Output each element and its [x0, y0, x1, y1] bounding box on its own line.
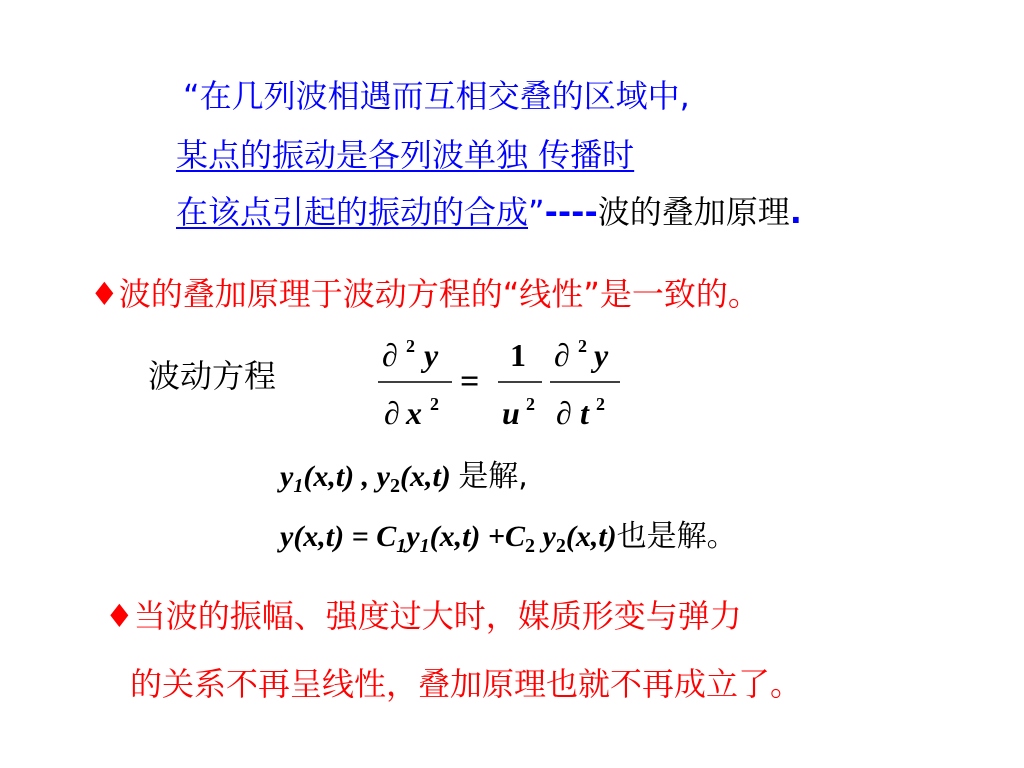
lhs-den-partial: ∂ [384, 395, 400, 431]
mid-den-u: u [502, 395, 520, 431]
sol1-args2: (x,t) [399, 460, 459, 493]
lhs-num-partial: ∂ [382, 337, 398, 373]
bullet-2-line-2-text: 的关系不再呈线性，叠加原理也就不再成立了。 [130, 665, 803, 703]
lhs-den-x: x [406, 395, 422, 431]
rhs-den-partial: ∂ [556, 395, 572, 431]
quote-close-mark: ” [528, 193, 545, 231]
sol2-lhs: y(x,t) = C [280, 520, 397, 553]
solutions-line-2 [280, 519, 737, 557]
sol1-args1: (x,t) , [303, 460, 377, 493]
sol2-mid: (x,t) +C [429, 520, 525, 553]
final-period: . [789, 193, 802, 231]
solutions-line-1 [280, 459, 528, 497]
sol2-sp: y [535, 520, 556, 553]
sol1-sub1: 1 [293, 475, 304, 497]
bullet-2-line-1 [105, 597, 742, 635]
sol2-sub1: 1 [396, 535, 407, 557]
bullet-2-line-2 [130, 665, 803, 703]
bullet-1 [90, 275, 760, 313]
sol2-sub1b: 1 [419, 535, 430, 557]
quote-line-3-underlined: 在该点引起的振动的合成 [176, 193, 529, 231]
mid-den-exp: 2 [526, 394, 535, 414]
sol1-y2: y [376, 460, 390, 493]
sol2-y: y [406, 520, 420, 553]
diamond-bullet-icon: ♦ [90, 275, 119, 313]
diamond-bullet-icon: ♦ [105, 597, 134, 635]
sol2-sub2b: 2 [555, 535, 566, 557]
lhs-den-exp: 2 [430, 394, 439, 414]
lhs-num-y: y [424, 337, 439, 373]
quote-line-2-text: 某点的振动是各列波单独 传播时 [176, 136, 635, 174]
sol1-y1: y [280, 460, 294, 493]
principle-name: 波的叠加原理 [597, 193, 790, 231]
equals-sign: = [460, 363, 480, 400]
equation-label-text: 波动方程 [148, 357, 277, 395]
rhs-num-exp: 2 [578, 336, 587, 356]
lhs-num-exp: 2 [406, 336, 415, 356]
quote-line-2 [176, 136, 635, 174]
sol2-sub2: 2 [525, 535, 535, 557]
rhs-num-partial: ∂ [554, 337, 570, 373]
bullet-2-line-1-text: 当波的振幅、强度过大时，媒质形变与弹力 [133, 597, 742, 635]
mid-num-one: 1 [510, 337, 526, 373]
dashes: ---- [544, 193, 598, 231]
sol2-tail: 也是解。 [616, 519, 737, 554]
quote-line-1 [183, 77, 690, 115]
rhs-den-t: t [580, 395, 589, 431]
quote-line-1-text: “在几列波相遇而互相交叠的区域中, [183, 77, 690, 115]
rhs-den-exp: 2 [596, 394, 605, 414]
quote-line-3 [176, 193, 802, 231]
sol2-args: (x,t) [565, 520, 617, 553]
bullet-1-text: 波的叠加原理于波动方程的“线性”是一致的。 [118, 275, 760, 313]
equation-label [148, 357, 277, 395]
rhs-num-y: y [594, 337, 609, 373]
wave-equation-formula [370, 330, 630, 440]
sol1-sub2: 2 [389, 475, 400, 497]
sol1-tail: 是解, [458, 459, 528, 494]
